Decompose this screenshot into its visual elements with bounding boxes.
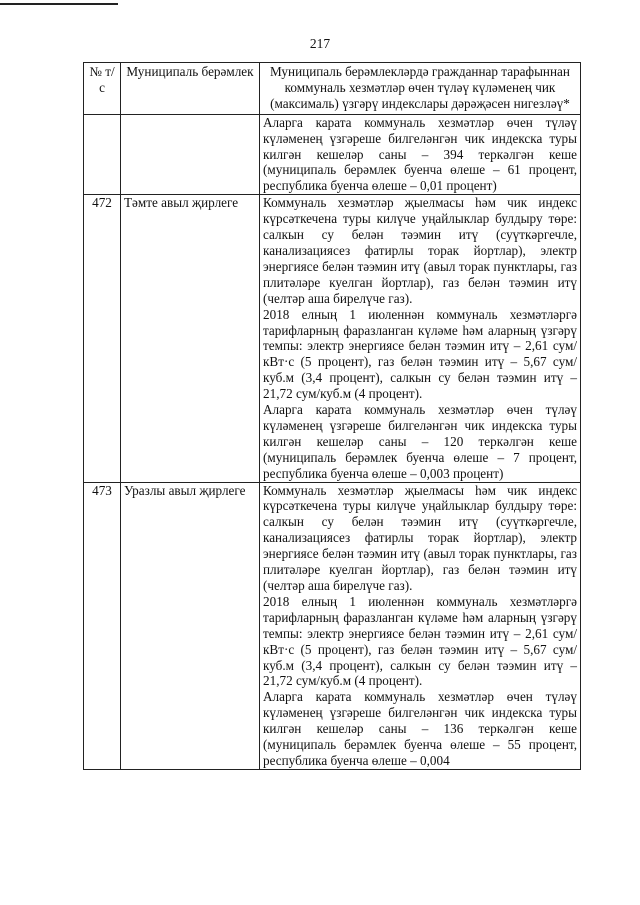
municipal-index-table — [83, 62, 581, 770]
justification-text — [260, 482, 581, 769]
header-municipality: Муниципаль берәмлек — [121, 63, 260, 115]
row-number: 473 — [84, 482, 121, 769]
continuation-text — [260, 114, 581, 195]
paragraph: Коммуналь хезмәтләр җыелмасы һәм чик индекс күрсәткечена туры килүче уңайлыклар булдыру төре: салкын су белән тәэмин итү (суүткәргечле, канализациясез фатирлы торак йортлар), электр энергиясе белән тәэмин итү (авыл торак пунктлары, газ плитәләре куелган йортлар), газ белән тәэмин итү (челтәр аша бирелүче газ). — [263, 195, 577, 306]
municipality-name: Тәмте авыл җирлеге — [121, 195, 260, 482]
page-number: 217 — [309, 36, 331, 51]
municipality-name: Уразлы авыл җирлеге — [121, 482, 260, 769]
justification-text — [260, 195, 581, 482]
paragraph: 2018 елның 1 июленнән коммуналь хезмәтләргә тарифларның фаразланган күләме һәм аларның үзгәрү темпы: электр энергиясе белән тәэмин итү – 2,61 сум/кВт·с (5 процент), газ белән тәэмин итү – 5,67 сум/куб.м (3,4 процент), салкын су белән тәэмин итү – 21,72 сум/куб.м (4 процент). — [263, 593, 577, 689]
paragraph: Аларга карата коммуналь хезмәтләр өчен түләү күләменең үзгәреше билгеләнгән чик индекска туры килгән кешеләр саны – 120 теркәлгән кеше (муниципаль берәмлек буенча өлеше – 7 процент, республика буенча өлеше – 0,003 процент) — [263, 402, 577, 481]
table-row-continuation — [84, 114, 581, 195]
paragraph: Коммуналь хезмәтләр җыелмасы һәм чик индекс күрсәткечена туры килүче уңайлыклар булдыру төре: салкын су белән тәэмин итү (суүткәргечле, канализациясез фатирлы торак йортлар), электр энергиясе белән тәэмин итү (авыл торак пунктлары, газ плитәләре куелган йортлар), газ белән тәэмин итү (челтәр аша бирелүче газ). — [263, 482, 577, 593]
table-row-472 — [84, 195, 581, 482]
header-num: № т/с — [84, 63, 121, 115]
top-rule — [0, 3, 118, 5]
table-header-row — [84, 63, 581, 115]
paragraph: Аларга карата коммуналь хезмәтләр өчен түләү күләменең үзгәреше билгеләнгән чик индекска туры килгән кешеләр саны – 394 теркәлгән кеше (муниципаль берәмлек буенча өлеше – 61 процент, республика буенча өлеше – 0,01 процент) — [263, 114, 577, 194]
header-justification: Муниципаль берәмлекләрдә гражданнар тарафыннан коммуналь хезмәтләр өчен түләү күләменең чик (максималь) үзгәрү индекслары дәрәҗәсен нигезләү* — [260, 63, 581, 115]
row-number: 472 — [84, 195, 121, 482]
table-row-473 — [84, 482, 581, 769]
paragraph: 2018 елның 1 июленнән коммуналь хезмәтләргә тарифларның фаразланган күләме һәм аларның үзгәрү темпы: электр энергиясе белән тәэмин итү – 2,61 сум/кВт·с (5 процент), газ белән тәэмин итү – 5,67 сум/куб.м (3,4 процент), салкын су белән тәэмин итү – 21,72 сум/куб.м (4 процент). — [263, 306, 577, 402]
continuation-name — [121, 114, 260, 195]
paragraph: Аларга карата коммуналь хезмәтләр өчен түләү күләменең үзгәреше билгеләнгән чик индекска туры килгән кешеләр саны – 136 теркәлгән кеше (муниципаль берәмлек буенча өлеше – 55 процент, республика буенча өлеше – 0,004 — [263, 689, 577, 768]
continuation-num — [84, 114, 121, 195]
